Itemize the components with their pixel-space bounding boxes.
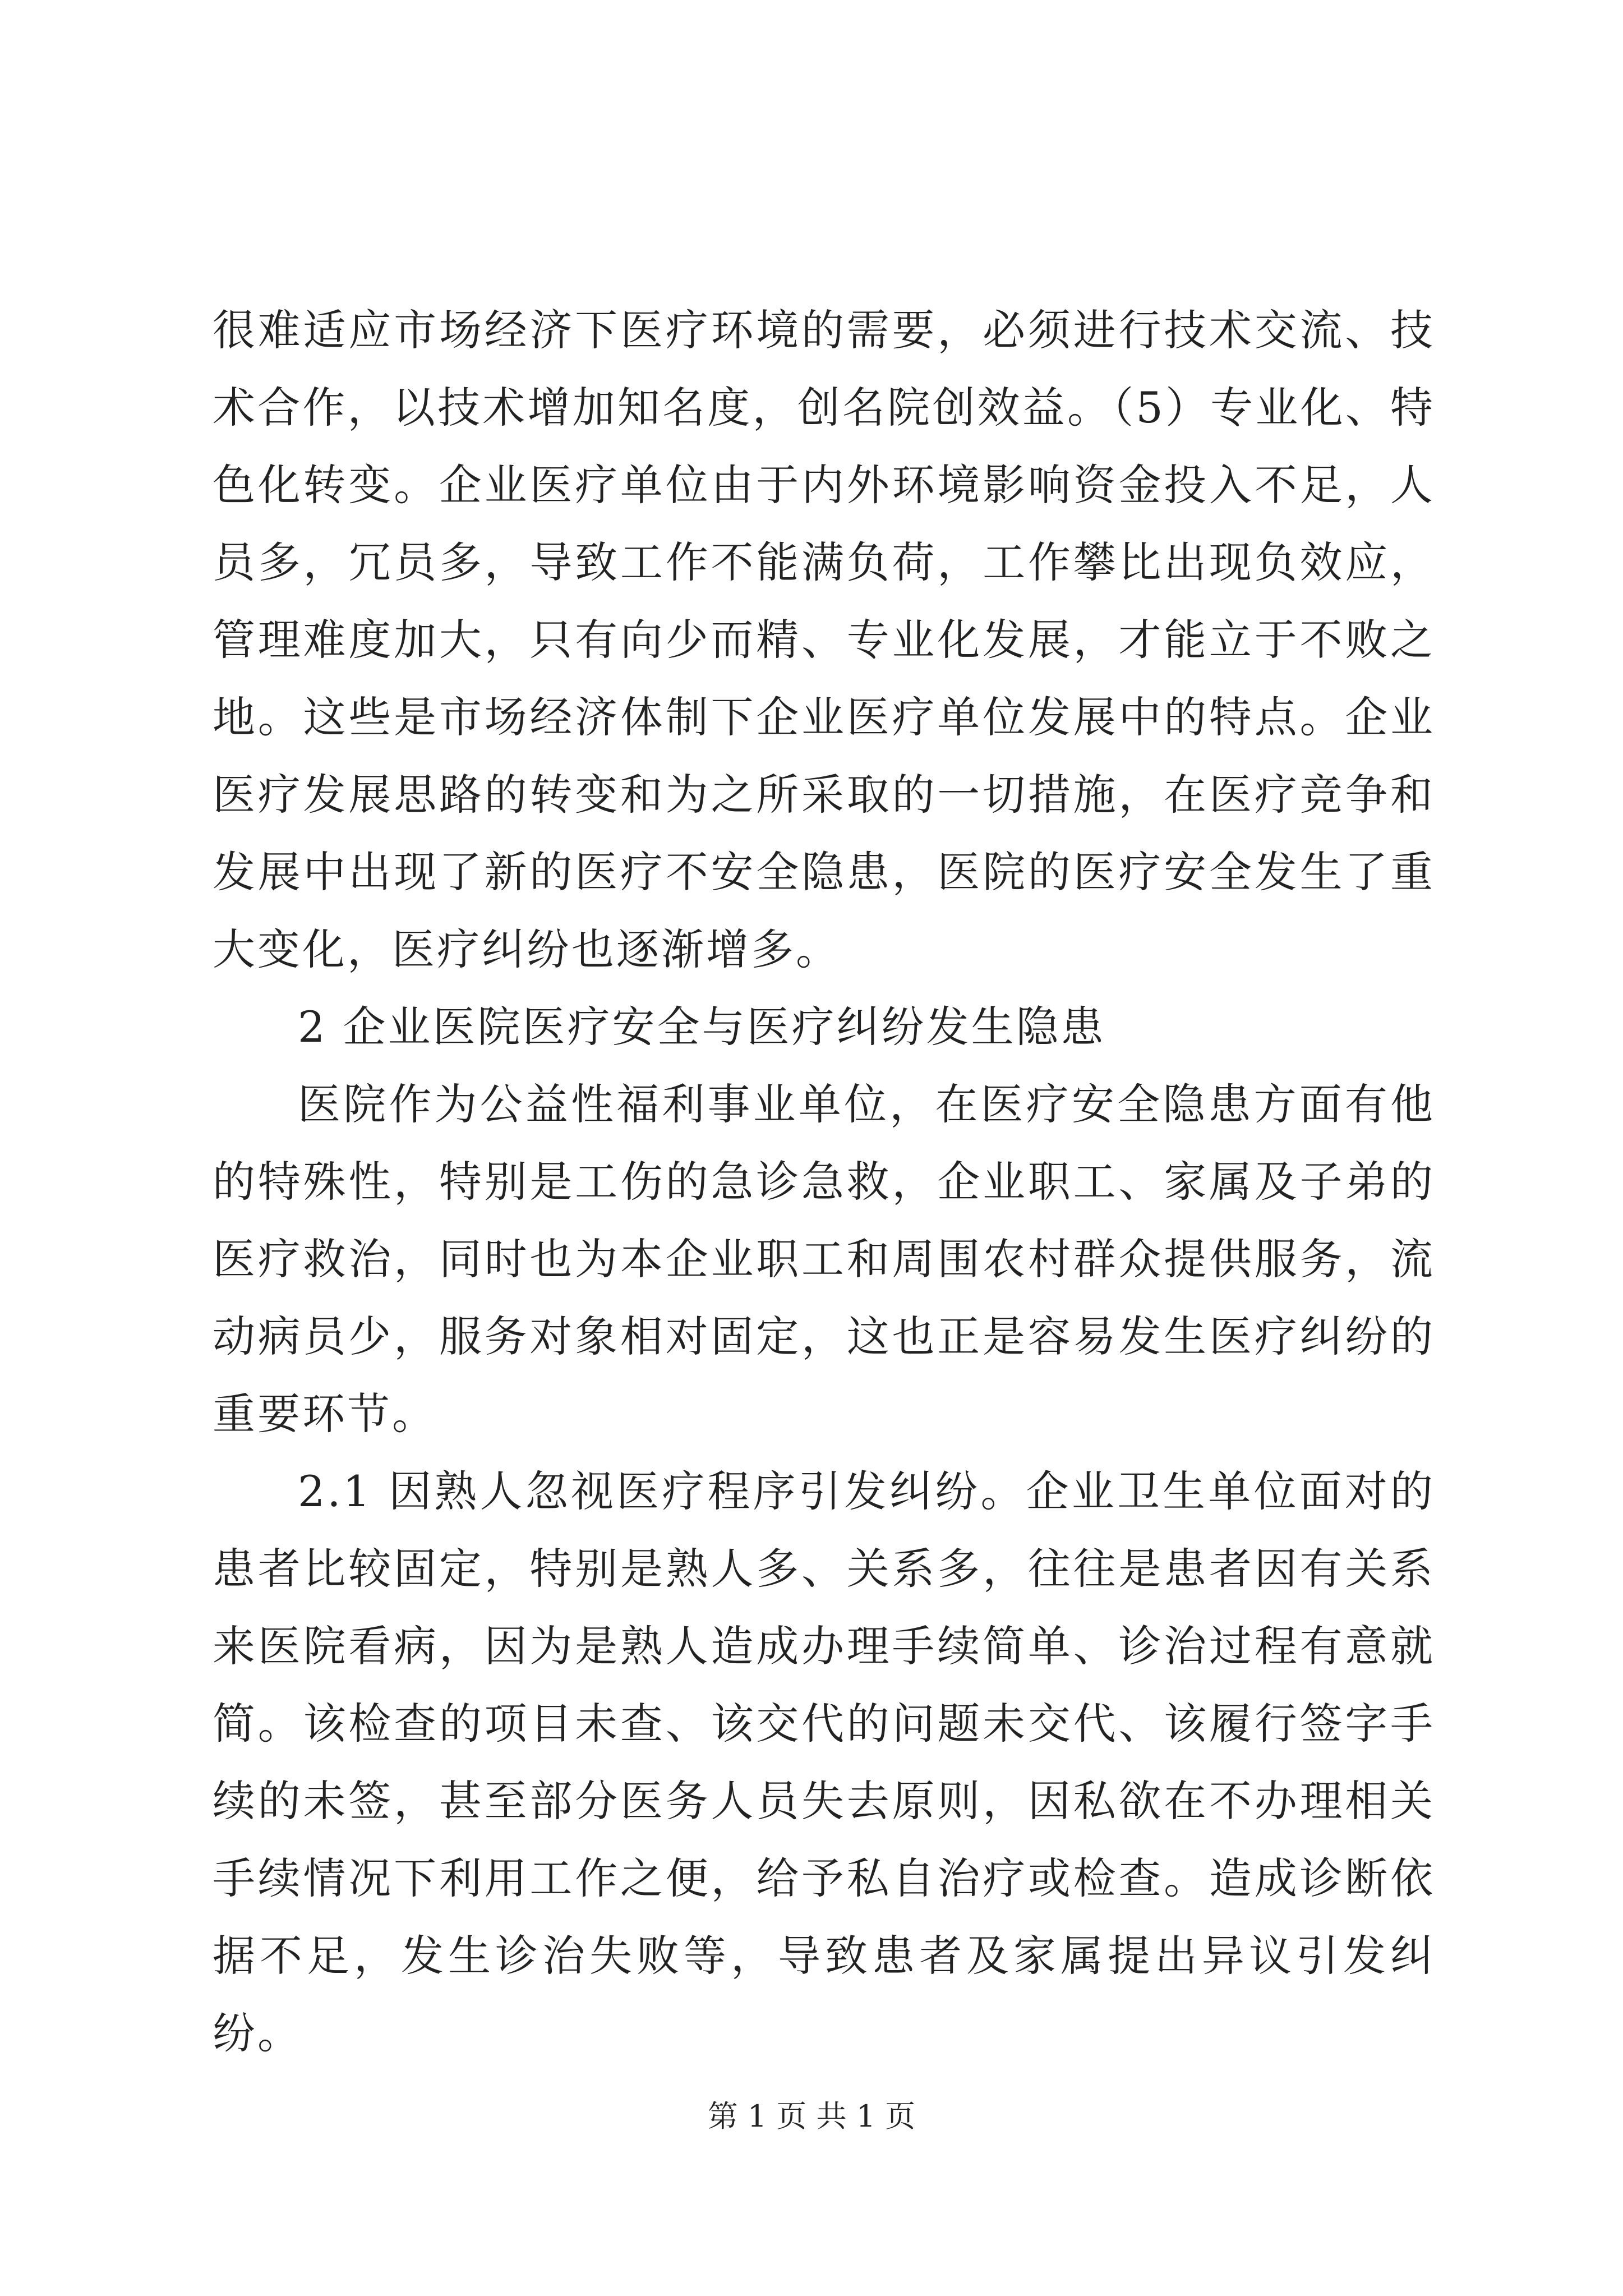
section-heading: 2 企业医院医疗安全与医疗纠纷发生隐患 bbox=[298, 1002, 1106, 1052]
document-body bbox=[213, 292, 1435, 2072]
subsection-paragraph: 2.1 因熟人忽视医疗程序引发纠纷。企业卫生单位面对的患者比较固定，特别是熟人多、关系多，往往是患者因有关系来医院看病，因为是熟人造成办理手续简单、诊治过程有意就简。该检查的项目未查、该交代的问题未交代、该履行签字手续的未签，甚至部分医务人员失去原则，因私欲在不办理相关手续情况下利用工作之便，给予私自治疗或检查。造成诊断依据不足，发生诊治失败等，导致患者及家属提出异议引发纠纷。 bbox=[213, 1466, 1435, 2058]
paragraph: 医院作为公益性福利事业单位，在医疗安全隐患方面有他的特殊性，特别是工伤的急诊急救，企业职工、家属及子弟的医疗救治，同时也为本企业职工和周围农村群众提供服务，流动病员少，服务对象相对固定，这也正是容易发生医疗纠纷的重要环节。 bbox=[213, 1079, 1435, 1439]
paragraph-continuation: 很难适应市场经济下医疗环境的需要，必须进行技术交流、技术合作，以技术增加知名度，创名院创效益。（5）专业化、特色化转变。企业医疗单位由于内外环境影响资金投入不足，人员多，冗员多，导致工作不能满负荷，工作攀比出现负效应，管理难度加大，只有向少而精、专业化发展，才能立于不败之地。这些是市场经济体制下企业医疗单位发展中的特点。企业医疗发展思路的转变和为之所采取的一切措施，在医疗竞争和发展中出现了新的医疗不安全隐患，医院的医疗安全发生了重大变化，医疗纠纷也逐渐增多。 bbox=[213, 305, 1435, 974]
page-number-footer: 第 1 页 共 1 页 bbox=[707, 2099, 916, 2134]
